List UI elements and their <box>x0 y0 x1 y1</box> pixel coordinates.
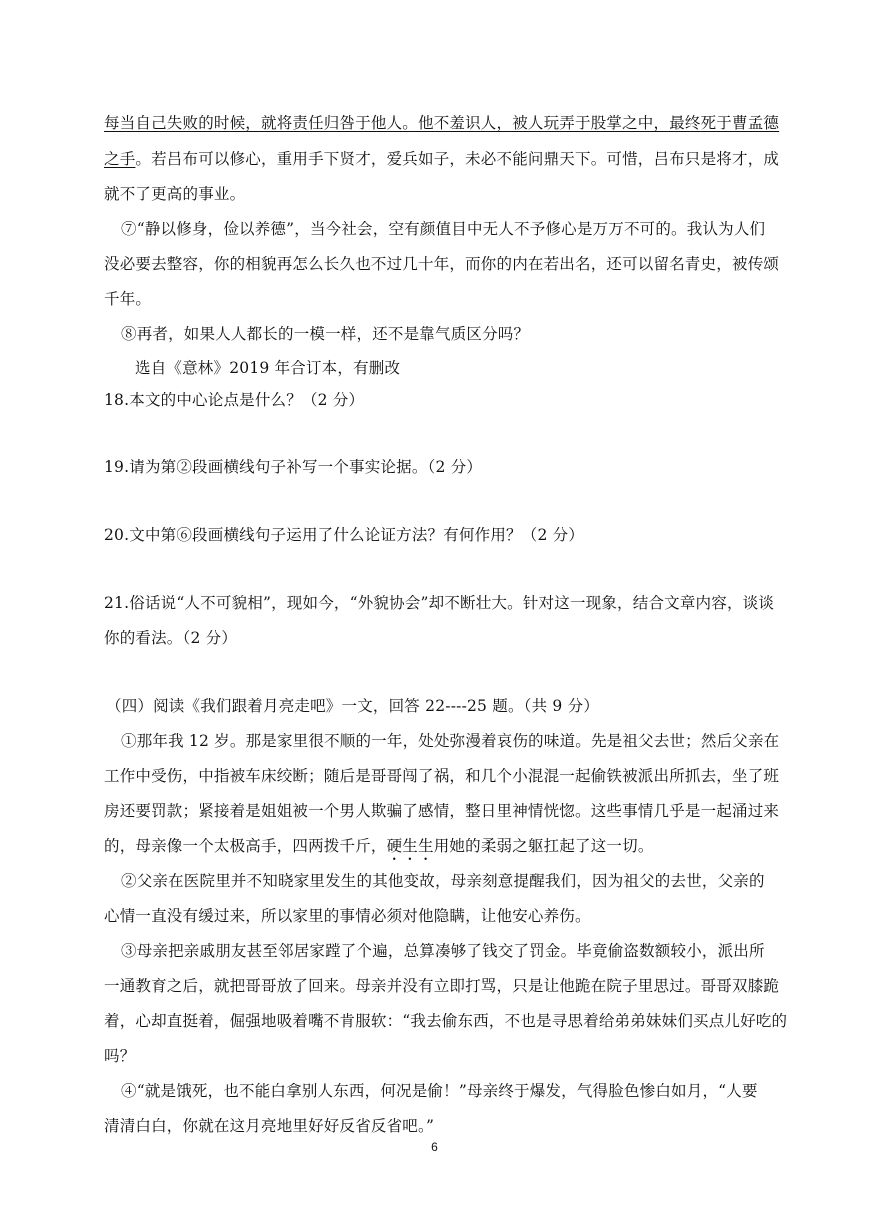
paragraph-6-line-3: 就不了更高的事业。 <box>104 185 246 203</box>
s4-paragraph-3-line-1: ③母亲把亲戚朋友甚至邻居家蹚了个遍，总算凑够了钱交了罚金。毕竟偷盗数额较小，派出所 <box>121 942 765 960</box>
underlined-sentence-end: 之手 <box>104 150 136 168</box>
paragraph-7-line-1: ⑦“静以修身，俭以养德”，当今社会，空有颜值目中无人不予修心是万万不可的。我认为人们 <box>121 220 766 238</box>
source-note: 选自《意林》2019 年合订本，有删改 <box>135 359 401 377</box>
underlined-sentence: 每当自己失败的时候，就将责任归咎于他人。他不羞识人，被人玩弄于股掌之中，最终死于曹孟德 <box>104 114 780 132</box>
s4-p1-text-after: 用她的柔弱之躯扛起了这一切。 <box>433 837 654 855</box>
emphasized-word: 硬生生 <box>386 837 434 855</box>
s4-paragraph-1-line-1: ①那年我 12 岁。那是家里很不顺的一年，处处弥漫着哀伤的味道。先是祖父去世；然后父亲在 <box>121 732 780 750</box>
question-20: 20.文中第⑥段画横线句子运用了什么论证方法？有何作用？（2 分） <box>104 526 585 544</box>
s4-paragraph-1-line-4 <box>104 836 772 864</box>
section-4-heading: （四）阅读《我们跟着月亮走吧》一文，回答 22----25 题。（共 9 分） <box>106 697 600 715</box>
s4-paragraph-2-line-1: ②父亲在医院里并不知晓家里发生的其他变故，母亲刻意提醒我们，因为祖父的去世，父亲的 <box>121 872 765 890</box>
paragraph-6-text: 。若吕布可以修心，重用手下贤才，爱兵如子，未必不能问鼎天下。可惜，吕布只是将才，成 <box>135 150 780 168</box>
s4-paragraph-1-line-2: 工作中受伤，中指被车床绞断；随后是哥哥闯了祸，和几个小混混一起偷铁被派出所抓去，坐了班 <box>104 767 780 785</box>
paragraph-7-line-3: 千年。 <box>104 290 152 308</box>
paragraph-6-line-2 <box>104 149 780 169</box>
s4-paragraph-4-line-1: ④“就是饿死，也不能白拿别人东西，何况是偷！”母亲终于爆发，气得脸色惨白如月，“人要 <box>121 1082 758 1100</box>
question-21-line-1: 21.俗话说“人不可貌相”，现如今，“外貌协会”却不断壮大。针对这一现象，结合文章内容，谈谈 <box>104 594 775 612</box>
s4-paragraph-1-line-3: 房还要罚款；紧接着是姐姐被一个男人欺骗了感情，整日里神情恍惚。这些事情几乎是一起涌过来 <box>104 802 780 820</box>
s4-paragraph-2-line-2: 心情一直没有缓过来，所以家里的事情必须对他隐瞒，让他安心养伤。 <box>104 907 591 925</box>
s4-paragraph-3-line-2: 一通教育之后，就把哥哥放了回来。母亲并没有立即打骂，只是让他跪在院子里思过。哥哥双膝跪 <box>104 977 780 995</box>
paragraph-8: ⑧再者，如果人人都长的一模一样，还不是靠气质区分吗？ <box>121 325 530 343</box>
paragraph-6-line-1 <box>104 113 780 133</box>
question-19: 19.请为第②段画横线句子补写一个事实论据。（2 分） <box>104 458 483 476</box>
s4-p1-text-before: 的，母亲像一个太极高手，四两拨千斤， <box>104 837 387 855</box>
s4-paragraph-3-line-4: 吗？ <box>104 1047 136 1065</box>
s4-paragraph-4-line-2: 清清白白，你就在这月亮地里好好反省反省吧。” <box>104 1117 435 1135</box>
question-21-line-2: 你的看法。（2 分） <box>104 629 238 647</box>
s4-paragraph-3-line-3: 着，心却直挺着，倔强地吸着嘴不肯服软：“我去偷东西，不也是寻思着给弟弟妹妹们买点儿好吃的 <box>104 1012 788 1030</box>
paragraph-7-line-2: 没必要去整容，你的相貌再怎么长久也不过几十年，而你的内在若出名，还可以留名青史，被传颂 <box>104 255 780 273</box>
page-number: 6 <box>431 1140 438 1154</box>
question-18: 18.本文的中心论点是什么？（2 分） <box>104 391 365 409</box>
